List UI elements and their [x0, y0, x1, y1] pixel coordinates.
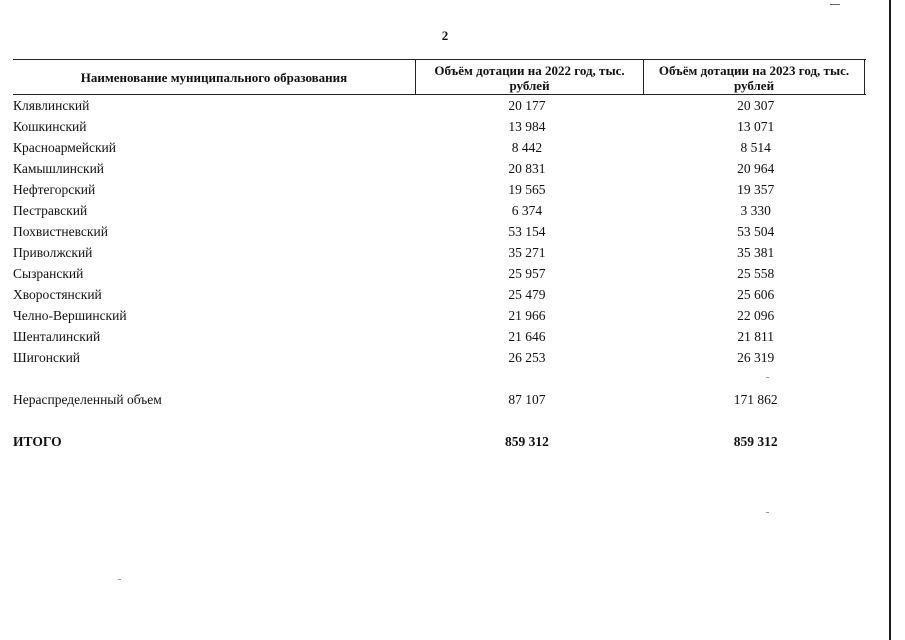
- row-2023: 3 330: [740, 202, 771, 218]
- row-name: Шенталинский: [13, 328, 101, 344]
- row-2022: 26 253: [508, 349, 546, 365]
- subsidy-table: [13, 59, 866, 368]
- row-name: Нефтегорский: [13, 181, 96, 197]
- row-2023: 22 096: [737, 307, 775, 323]
- total-2022: 859 312: [505, 433, 549, 449]
- table-row: [13, 116, 866, 137]
- row-name: Шигонский: [13, 349, 81, 365]
- table-row: [13, 221, 866, 242]
- header-2022: Объём дотации на 2022 год, тыс. рублей: [415, 60, 643, 94]
- scan-speck: [766, 377, 769, 378]
- row-name: Приволжский: [13, 244, 93, 260]
- total-name: ИТОГО: [13, 433, 62, 449]
- row-2022: 13 984: [508, 118, 546, 134]
- table-row: [13, 158, 866, 179]
- row-2022: 25 957: [508, 265, 546, 281]
- row-name: Челно-Вершинский: [13, 307, 127, 323]
- row-2022: 8 442: [511, 139, 543, 155]
- unallocated-2022: 87 107: [508, 391, 546, 407]
- row-2022: 6 374: [511, 202, 543, 218]
- row-name: Пестравский: [13, 202, 88, 218]
- table-row: [13, 95, 866, 116]
- unallocated-name: Нераспределенный объем: [13, 391, 162, 407]
- page-number: 2: [441, 28, 449, 43]
- row-2023: 13 071: [737, 118, 775, 134]
- row-2022: 20 831: [508, 160, 546, 176]
- unallocated-row: [13, 389, 866, 410]
- row-name: Камышлинский: [13, 160, 105, 176]
- table-header: [13, 59, 866, 95]
- row-2022: 25 479: [508, 286, 546, 302]
- header-name: Наименование муниципального образования: [80, 69, 348, 85]
- scan-speck: [118, 579, 121, 580]
- row-2023: 21 811: [737, 328, 774, 344]
- row-2023: 53 504: [737, 223, 775, 239]
- row-2023: 35 381: [737, 244, 775, 260]
- row-2023: 25 606: [737, 286, 775, 302]
- total-2023: 859 312: [733, 433, 778, 449]
- scan-mark: [830, 4, 840, 5]
- row-2023: 19 357: [737, 181, 775, 197]
- header-2023: Объём дотации на 2023 год, тыс. рублей: [643, 60, 865, 94]
- table-row: [13, 200, 866, 221]
- row-name: Сызранский: [13, 265, 84, 281]
- table-body: [13, 95, 866, 368]
- page-edge-line: [889, 0, 891, 640]
- total-row: [13, 431, 866, 452]
- table-row: [13, 347, 866, 368]
- row-name: Кошкинский: [13, 118, 87, 134]
- row-2023: 20 307: [737, 97, 775, 113]
- table-row: [13, 179, 866, 200]
- row-2022: 53 154: [508, 223, 546, 239]
- table-row: [13, 284, 866, 305]
- row-2023: 8 514: [740, 139, 771, 155]
- row-name: Похвистневский: [13, 223, 108, 239]
- row-2022: 35 271: [508, 244, 546, 260]
- row-2023: 25 558: [737, 265, 775, 281]
- row-2022: 19 565: [508, 181, 546, 197]
- table-row: [13, 242, 866, 263]
- row-2022: 21 646: [508, 328, 546, 344]
- table-row: [13, 263, 866, 284]
- unallocated-2023: 171 862: [733, 391, 778, 407]
- row-2023: 26 319: [737, 349, 775, 365]
- table-row: [13, 305, 866, 326]
- row-2023: 20 964: [737, 160, 775, 176]
- row-name: Клявлинский: [13, 97, 90, 113]
- row-name: Хворостянский: [13, 286, 102, 302]
- row-name: Красноармейский: [13, 139, 117, 155]
- scan-speck: [766, 512, 769, 513]
- table-row: [13, 326, 866, 347]
- table-row: [13, 137, 866, 158]
- row-2022: 21 966: [508, 307, 546, 323]
- row-2022: 20 177: [508, 97, 546, 113]
